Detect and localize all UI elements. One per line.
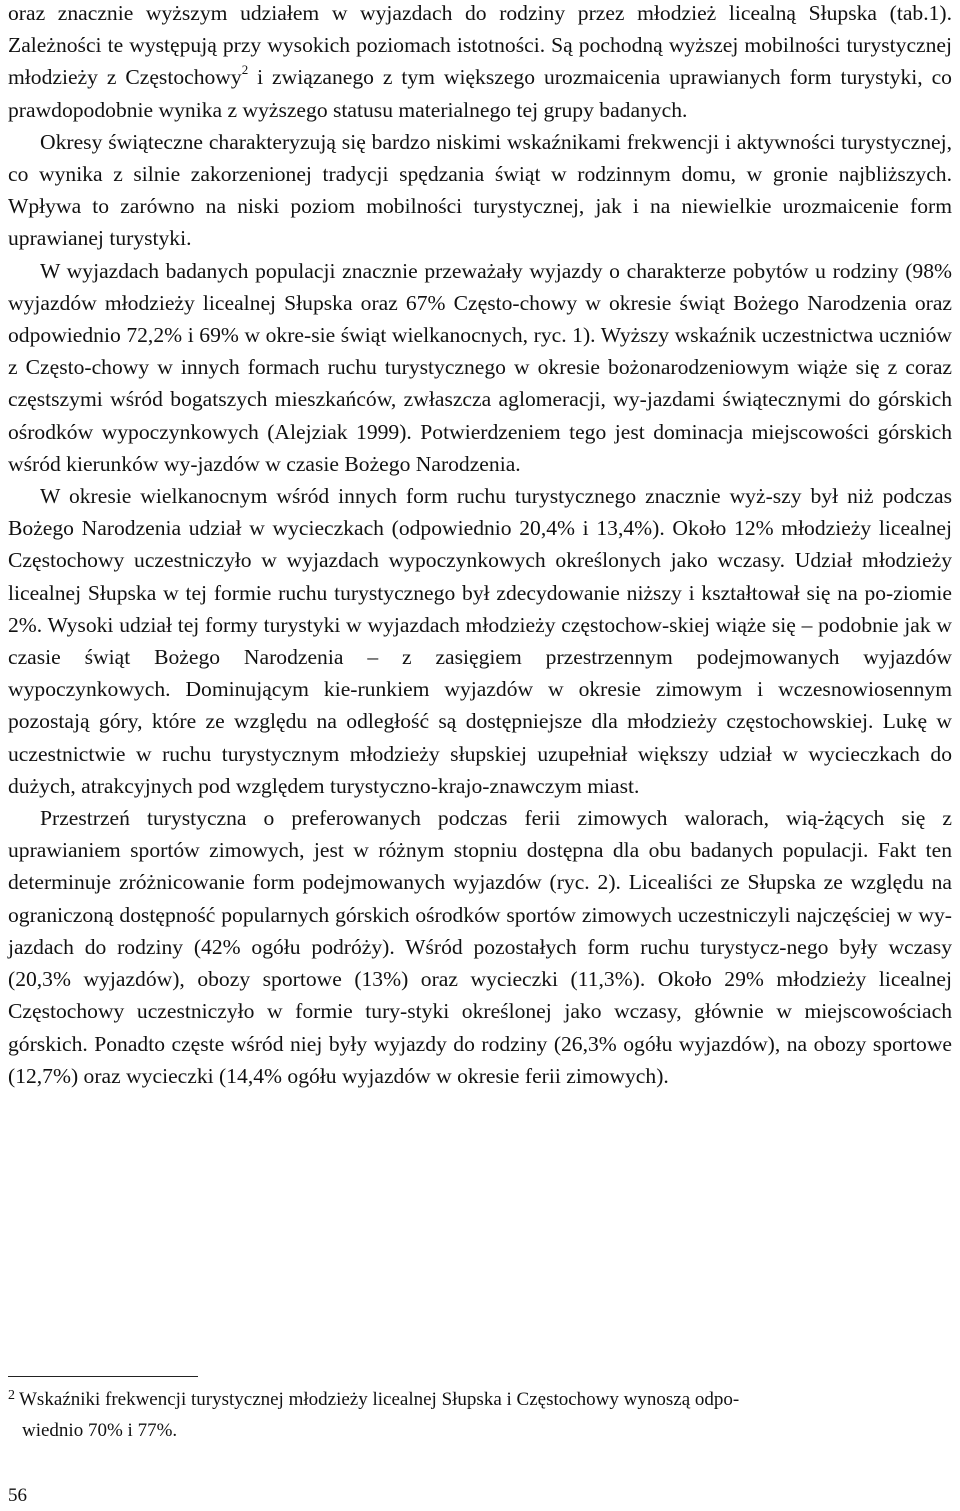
footnote-divider <box>8 1376 198 1377</box>
footnote-number: 2 <box>8 1388 15 1403</box>
paragraph-2: Okresy świąteczne charakteryzują się bardzo niskimi wskaźnikami frekwencji i aktywności turystycznej, co wynika z silnie zakorzenionej tradycji spędzania świąt w rodzinnym domu, w gronie najbliższych. Wpływa to zarówno na niski poziom mobilności turystycznej, jak i na niewielkie urozmaicenie form uprawianej turystyki. <box>8 129 952 251</box>
footnote-line-2: wiednio 70% i 77%. <box>22 1420 178 1441</box>
page-number: 56 <box>8 1485 27 1506</box>
paragraph-5: Przestrzeń turystyczna o preferowanych podczas ferii zimowych walorach, wią-żących się z uprawianiem sportów zimowych, jest w różnym stopniu dostępna dla obu badanych populacji. Fakt ten determinuje zróżnicowanie form podejmowanych wyjazdów (ryc. 2). Licealiści ze Słupska ze względu na ograniczoną dostępność popularnych górskich ośrodków sportów zimowych uczestniczyli najczęściej w wy-jazdach do rodziny (42% ogółu podróży). Wśród pozostałych form ruchu turystycz-nego były wczasy (20,3% wyjazdów), obozy sportowe (13%) oraz wycieczki (11,3%). Około 29% młodzieży licealnej Częstochowy uczestniczyło w formie tury-styki określonej jako wczasy, głównie w miejscowościach górskich. Ponadto częste wśród niej były wyjazdy do rodziny (26,3% ogółu wyjazdów), na obozy sportowe (12,7%) oraz wycieczki (14,4% ogółu wyjazdów w okresie ferii zimowych). <box>8 806 952 1088</box>
footnote-reference[interactable]: 2 <box>241 62 249 78</box>
paragraph-3: W wyjazdach badanych populacji znacznie przeważały wyjazdy o charakterze pobytów u rodziny (98% wyjazdów młodzieży licealnej Słupska oraz 67% Często-chowy w okresie świąt Bożego Narodzenia oraz odpowiednio 72,2% i 69% w okre-sie świąt wielkanocnych, ryc. 1). Wyższy wskaźnik uczestnictwa uczniów z Często-chowy w innych formach ruchu turystycznego w okresie bożonarodzeniowym wiąże się z coraz częstszymi wśród bogatszych mieszkańców, zwłaszcza aglomeracji, wy-jazdami świątecznymi do górskich ośrodków wypoczynkowych (Alejziak 1999). Potwierdzeniem tego jest dominacja miejscowości górskich wśród kierunków wy-jazdów w czasie Bożego Narodzenia. <box>8 258 952 476</box>
paragraph-1-text-cont: i związanego z tym większego urozmaicenia uprawianych form turystyki, co prawdopodobnie wynika z wyższego statusu materialnego tej grupy badanych. <box>8 65 952 122</box>
paragraph-1 <box>8 0 952 126</box>
document-page <box>8 0 952 1092</box>
paragraph-4: W okresie wielkanocnym wśród innych form ruchu turystycznego znacznie wyż-szy był niż podczas Bożego Narodzenia udział w wycieczkach (odpowiednio 20,4% i 13,4%). Około 12% młodzieży licealnej Częstochowy uczestniczyło w wyjazdach wypoczynkowych określonych jako wczasy. Udział młodzieży licealnej Słupska w tej formie ruchu turystycznego był zdecydowanie niższy i kształtował się na po-ziomie 2%. Wysoki udział tej formy turystyki w wyjazdach młodzieży częstochow-skiej wiąże się – podobnie jak w czasie świąt Bożego Narodzenia – z zasięgiem przestrzennym podejmowanych wyjazdów wypoczynkowych. Dominującym kie-runkiem wyjazdów w okresie zimowym i wczesnowiosennym pozostają góry, które ze względu na odległość są dostępniejsze dla młodzieży częstochowskiej. Lukę w uczestnictwie w ruchu turystycznym młodzieży słupskiej uzupełniał większy udział w wycieczkach do dużych, atrakcyjnych pod względem turystyczno-krajo-znawczym miast. <box>8 484 952 798</box>
footnote-text: Wskaźniki frekwencji turystycznej młodzieży licealnej Słupska i Częstochowy wynoszą odpo- <box>19 1389 740 1410</box>
footnote-line-1 <box>8 1385 952 1416</box>
paragraph-1-text: oraz znacznie wyższym udziałem w wyjazdach do rodziny przez młodzież licealną Słupska (tab.1). Zależności te występują przy wysokich poziomach istotności. Są pochodną wyższej mobilności turystycznej młodzieży z Częstochowy <box>8 1 952 90</box>
footnote <box>8 1385 952 1445</box>
